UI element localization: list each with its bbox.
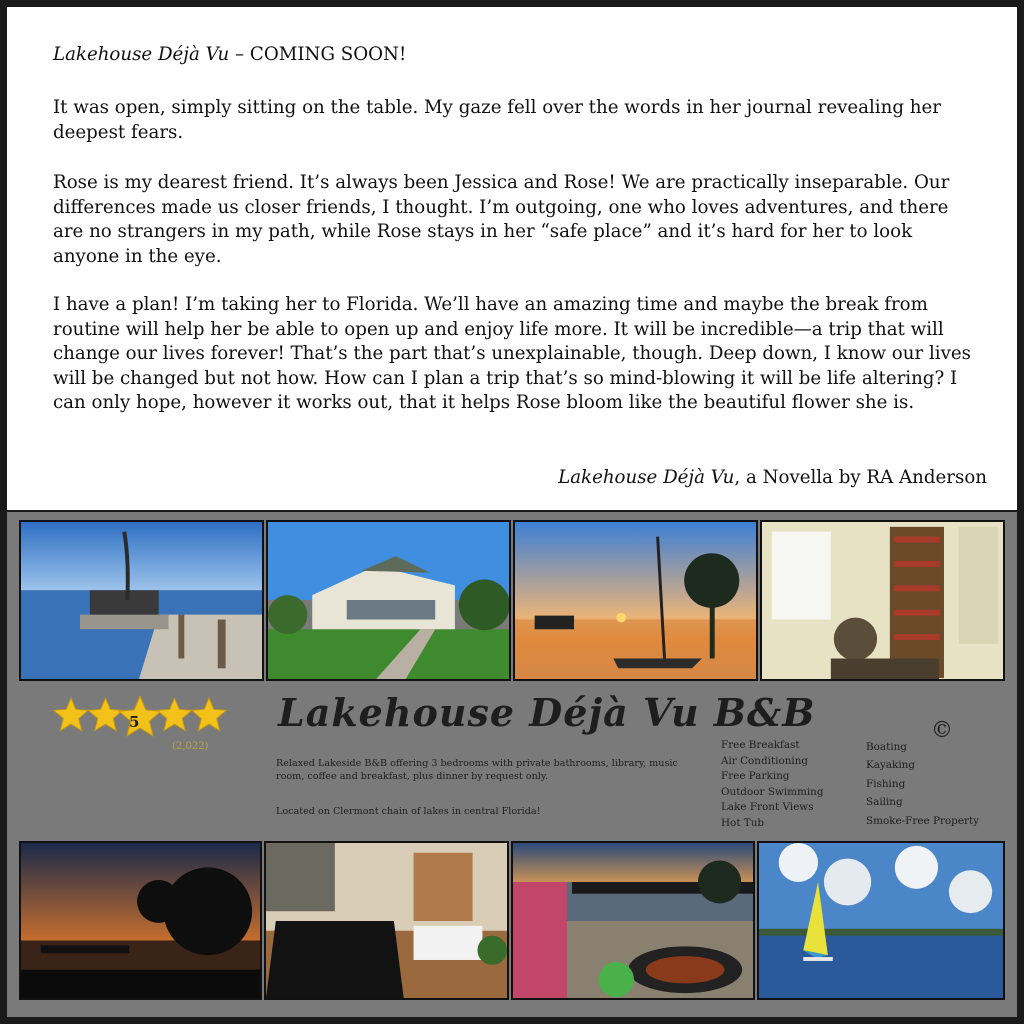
listing-location: Located on Clermont chain of lakes in central Florida! (276, 806, 541, 817)
dock-photo (19, 520, 264, 681)
amenity-item: Lake Front Views (721, 801, 814, 813)
heading-title: Lakehouse Déjà Vu (53, 44, 230, 65)
amenity-item: Air Conditioning (721, 754, 809, 767)
amenity-item: Outdoor Swimming (721, 785, 824, 798)
rating-value: 5 (129, 713, 140, 731)
story-byline (558, 467, 987, 488)
star-icon (119, 696, 161, 736)
heading-rest: – COMING SOON! (229, 44, 407, 65)
listing-title: Lakehouse Déjà Vu B&B (278, 690, 816, 735)
night-lake-photo (19, 841, 262, 1000)
firepit-photo (511, 841, 755, 1000)
sailboat-photo (757, 841, 1005, 1000)
byline-rest: , a Novella by RA Anderson (734, 467, 987, 488)
house-photo (266, 520, 511, 681)
sunset-dock-photo (513, 520, 758, 681)
library-photo (760, 520, 1005, 681)
amenity-item: Sailing (866, 796, 903, 809)
story-paragraph: It was open, simply sitting on the table. My gaze fell over the words in her journal revealing her deepest fears. (53, 97, 941, 143)
amenity-item: Hot Tub (721, 816, 765, 829)
amenities-list-1 (721, 738, 824, 831)
amenity-item: Free Breakfast (721, 739, 800, 751)
story-paragraph: Rose is my dearest friend. It’s always been Jessica and Rose! We are practically inseparable. Our differences made us closer friends, I thought. I’m outgoing, one who loves adventures, and there are no strangers in my path, while Rose stays in her “safe place” and it’s hard for her to look anyone in the eye. (53, 172, 950, 267)
music-room-photo (264, 841, 509, 1000)
amenities-list-2 (866, 738, 979, 830)
byline-title: Lakehouse Déjà Vu (558, 467, 735, 488)
star-icon (54, 698, 88, 731)
story-heading (53, 43, 983, 68)
story-paragraph: I have a plan! I’m taking her to Florida. We’ll have an amazing time and maybe the break from routine will help her be able to open up and enjoy life more. It will be incredible—a trip that will change our lives forever! That’s the part that’s unexplainable, though. Deep down, I know our lives will be changed but not how. How can I plan a trip that’s so mind-blowing it will be life altering? I can only hope, however it works out, that it helps Rose bloom like the beautiful flower she is. (53, 294, 971, 413)
amenity-item: Kayaking (866, 759, 915, 772)
amenity-item: Smoke-Free Property (866, 814, 979, 827)
star-icon (88, 698, 122, 731)
listing-description: Relaxed Lakeside B&B offering 3 bedrooms with private bathrooms, library, music room, coffee and breakfast, plus dinner by request only. (276, 758, 678, 782)
rating-stars (53, 696, 228, 740)
amenity-item: Free Parking (721, 770, 790, 782)
star-icon (157, 698, 191, 731)
copyright-mark: © (931, 718, 953, 743)
star-icon (192, 698, 226, 731)
review-count: (2,022) (172, 741, 209, 752)
amenity-item: Boating (866, 741, 907, 753)
amenity-item: Fishing (866, 777, 906, 790)
story-panel (7, 7, 1017, 510)
